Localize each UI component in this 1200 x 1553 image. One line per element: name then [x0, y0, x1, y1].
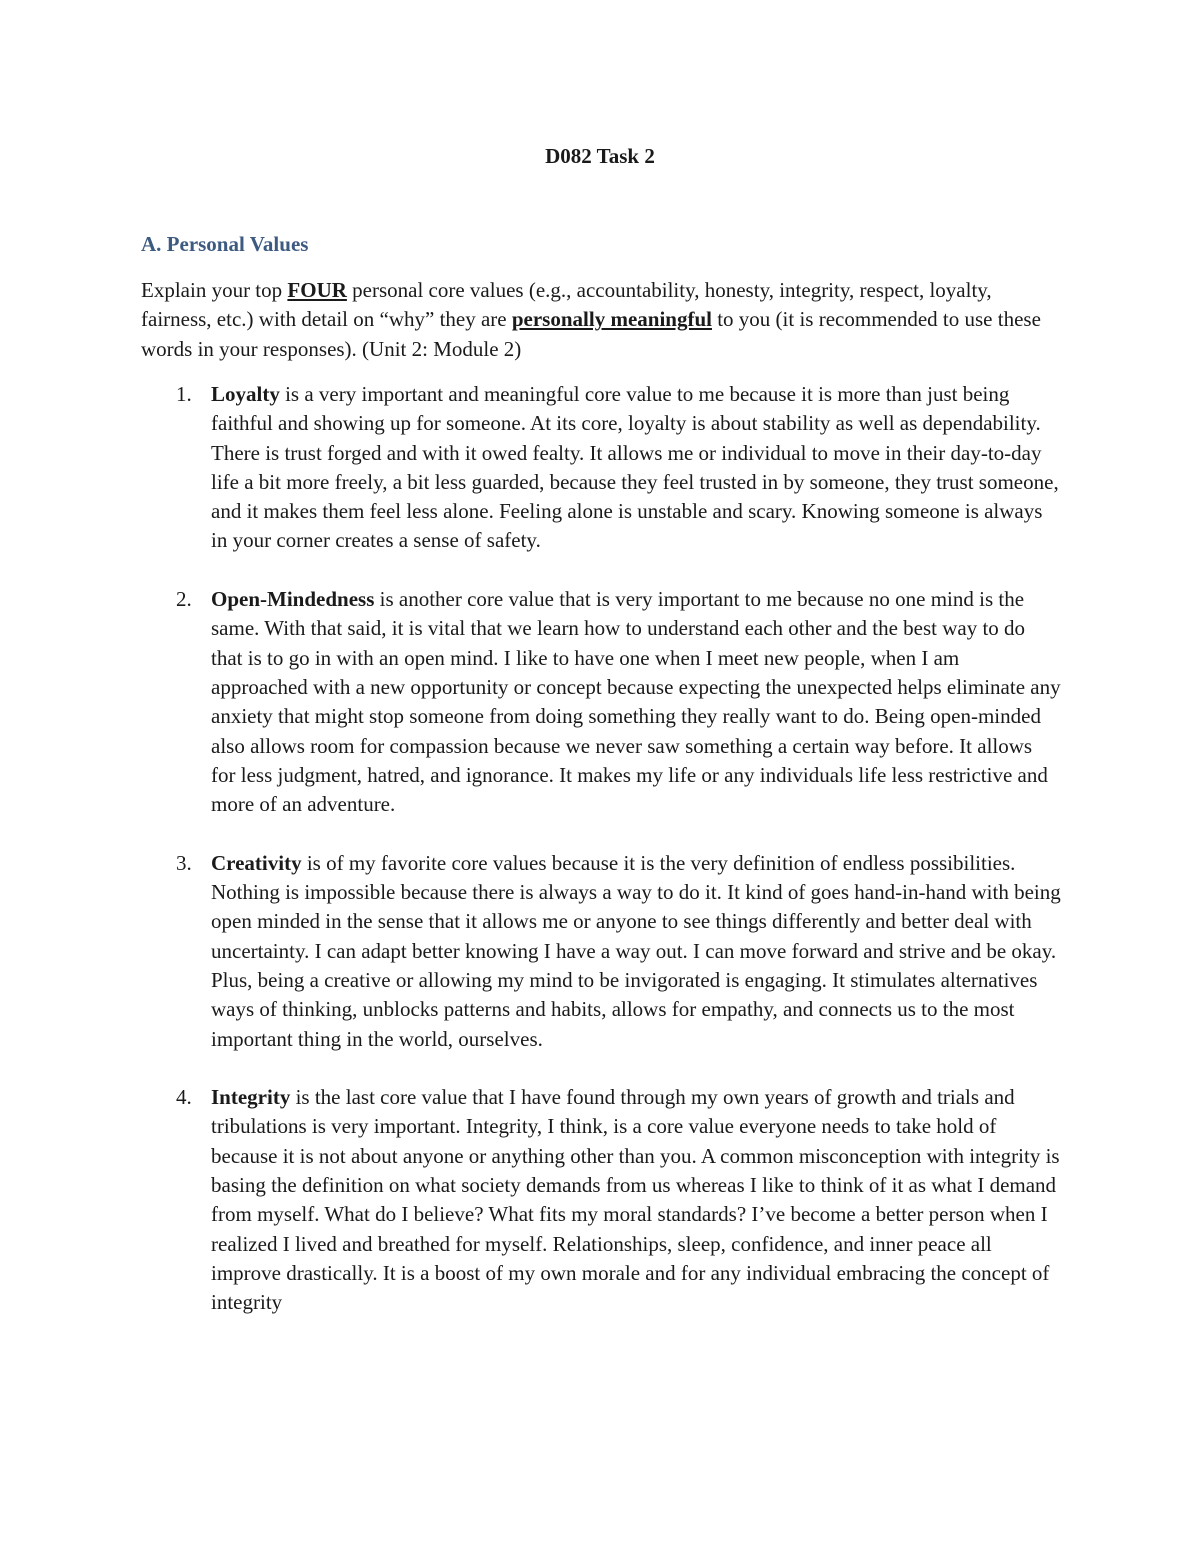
value-name: Open-Mindedness — [211, 587, 375, 612]
list-item-number: 4. — [176, 1085, 192, 1110]
list-item — [0, 849, 1061, 1054]
list-item — [0, 380, 1061, 556]
list-item-number: 2. — [176, 587, 192, 612]
list-item — [0, 585, 1061, 819]
value-description: is of my favorite core values because it is the very definition of endless possibilities. Nothing is impossible because there is always a way to do it. It kind of goes hand-in-hand with being open minded in the sense that it allows me or anyone to see things differently and better deal with uncertainty. I can adapt better knowing I have a way out. I can move forward and strive and be okay. Plus, being a creative or allowing my mind to be invigorated is engaging. It stimulates alternatives ways of thinking, unblocks patterns and habits, allows for empathy, and connects us to the most important thing in the world, ourselves. — [211, 850, 1061, 1051]
intro-text-2: personal core values (e.g., accountability, honesty, integrity, respect, loyalty, fairness, etc.) with detail on “why” they are — [141, 278, 992, 332]
value-description: is another core value that is very important to me because no one mind is the same. With that said, it is vital that we learn how to understand each other and the best way to do that is to go in with an open mind. I like to have one when I meet new people, when I am approached with a new opportunity or concept because expecting the unexpected helps eliminate any anxiety that might stop someone from doing something they really want to do. Being open-minded also allows room for compassion because we never saw something a certain way before. It allows for less judgment, hatred, and ignorance. It makes my life or any individuals life less restrictive and more of an adventure. — [211, 587, 1061, 817]
section-heading: A. Personal Values — [141, 232, 309, 256]
value-description: is a very important and meaningful core value to me because it is more than just being faithful and showing up for someone. At its core, loyalty is about stability as well as dependability. There is trust forged and with it owed fealty. It allows me or individual to move in their day-to-day life a bit more freely, a bit less guarded, because they feel trusted in by someone, they trust someone, and it makes them feel less alone. Feeling alone is unstable and scary. Knowing someone is always in your corner creates a sense of safety. — [211, 382, 1059, 553]
intro-text-3: to you (it is recommended to use these words in your responses). (Unit 2: Module 2) — [141, 307, 1041, 361]
intro-emphasis-personally-meaningful: personally meaningful — [511, 307, 712, 332]
value-description: is the last core value that I have found through my own years of growth and trials and tribulations is very important. Integrity, I think, is a core value everyone needs to take hold of because it is not about anyone or anything other than you. A common misconception with integrity is basing the definition on what society demands from us whereas I like to think of it as what I demand from myself. What do I believe? What fits my moral standards? I’ve become a better person when I realized I lived and breathed for myself. Relationships, sleep, confidence, and inner peace all improve drastically. It is a boost of my own morale and for any individual embracing the concept of integrity — [211, 1085, 1060, 1315]
value-name: Creativity — [211, 850, 302, 875]
list-item-number: 3. — [176, 850, 192, 875]
core-values-list — [0, 380, 1200, 1347]
value-name: Integrity — [211, 1085, 291, 1110]
document-title: D082 Task 2 — [545, 144, 655, 168]
list-item — [0, 1083, 1061, 1317]
intro-emphasis-four: FOUR — [287, 278, 347, 302]
intro-text-1: Explain your top — [141, 278, 288, 302]
value-name: Loyalty — [211, 382, 280, 406]
list-item-number: 1. — [176, 382, 192, 406]
intro-paragraph — [141, 276, 1061, 364]
